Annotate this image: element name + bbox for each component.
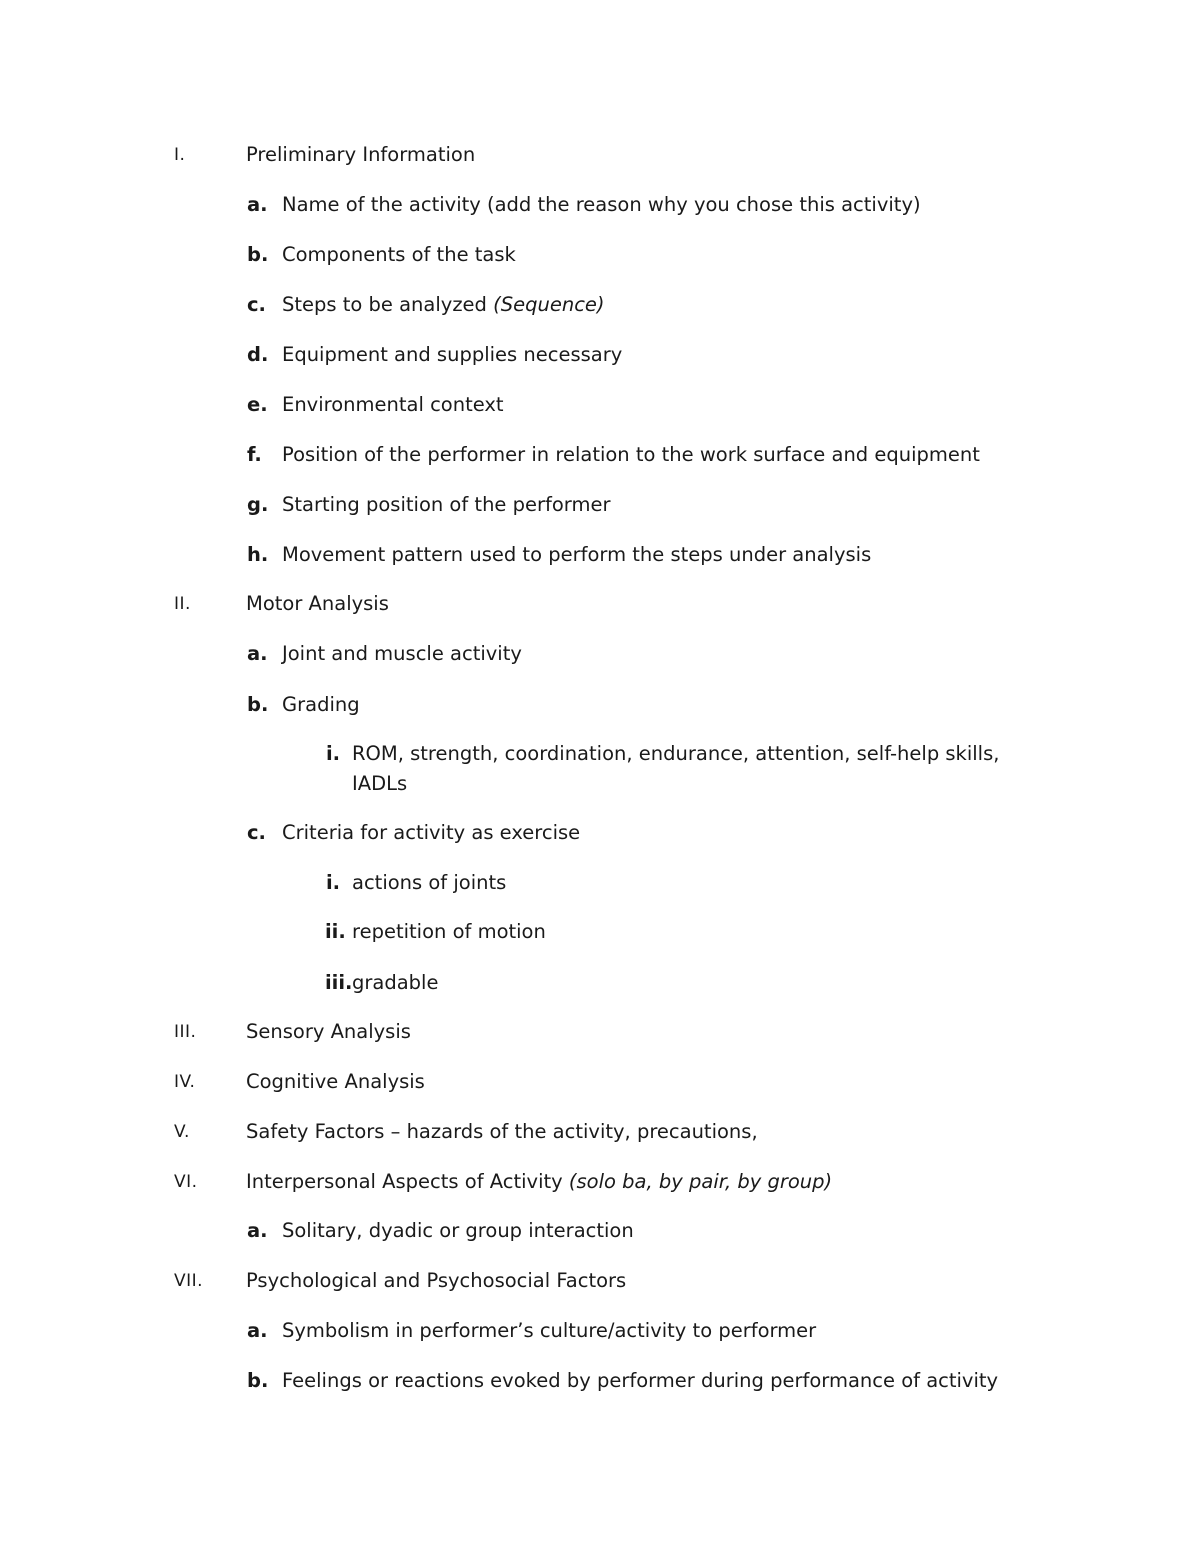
subitem-text: ROM, strength, coordination, endurance, attention, self-help skills, xyxy=(352,742,1000,765)
subitem-text: actions of joints xyxy=(352,871,507,894)
section-number: II. xyxy=(174,594,191,614)
item-text-emphasis: (Sequence) xyxy=(493,293,605,316)
item-marker: d. xyxy=(247,343,269,366)
section-title-emphasis: (solo ba, by pair, by group) xyxy=(568,1170,833,1193)
section-title: Motor Analysis xyxy=(246,592,389,615)
item-marker: a. xyxy=(247,1219,268,1242)
subitem-text: gradable xyxy=(352,971,439,994)
item-text: Criteria for activity as exercise xyxy=(282,821,581,844)
section-title xyxy=(246,1167,832,1197)
item-marker: b. xyxy=(247,693,269,716)
item-text: Solitary, dyadic or group interaction xyxy=(282,1219,634,1242)
item-text: Grading xyxy=(282,693,360,716)
section-number: VI. xyxy=(174,1172,198,1192)
item-text: Symbolism in performer’s culture/activity to performer xyxy=(282,1319,817,1342)
subitem-marker: ii. xyxy=(325,920,346,943)
section-title-main: Interpersonal Aspects of Activity xyxy=(246,1170,569,1193)
section-title: Preliminary Information xyxy=(246,143,476,166)
item-marker: a. xyxy=(247,193,268,216)
item-marker: c. xyxy=(247,821,266,844)
subitem-text-continued: IADLs xyxy=(352,772,408,795)
item-marker: g. xyxy=(247,493,269,516)
section-number: I. xyxy=(174,145,186,165)
item-text: Environmental context xyxy=(282,393,504,416)
item-text: Name of the activity (add the reason why you chose this activity) xyxy=(282,193,921,216)
subitem-text: repetition of motion xyxy=(352,920,546,943)
item-text-main: Steps to be analyzed xyxy=(282,293,494,316)
section-number: V. xyxy=(174,1122,190,1142)
item-text: Feelings or reactions evoked by performer during performance of activity xyxy=(282,1369,999,1392)
section-number: VII. xyxy=(174,1271,204,1291)
section-title: Cognitive Analysis xyxy=(246,1070,425,1093)
item-marker: b. xyxy=(247,1369,269,1392)
section-title: Psychological and Psychosocial Factors xyxy=(246,1269,627,1292)
item-text: Starting position of the performer xyxy=(282,493,611,516)
item-text xyxy=(282,290,605,320)
section-number: III. xyxy=(174,1022,197,1042)
item-text: Position of the performer in relation to the work surface and equipment xyxy=(282,443,980,466)
item-text: Joint and muscle activity xyxy=(282,642,522,665)
subitem-marker: iii. xyxy=(325,971,353,994)
item-text: Components of the task xyxy=(282,243,516,266)
item-marker: f. xyxy=(247,443,262,466)
item-text: Movement pattern used to perform the steps under analysis xyxy=(282,543,872,566)
item-marker: h. xyxy=(247,543,269,566)
section-title: Sensory Analysis xyxy=(246,1020,411,1043)
item-marker: e. xyxy=(247,393,268,416)
section-title: Safety Factors – hazards of the activity, precautions, xyxy=(246,1120,758,1143)
subitem-marker: i. xyxy=(326,742,341,765)
item-marker: c. xyxy=(247,293,266,316)
section-number: IV. xyxy=(174,1072,196,1092)
item-marker: b. xyxy=(247,243,269,266)
item-text: Equipment and supplies necessary xyxy=(282,343,623,366)
subitem-marker: i. xyxy=(326,871,341,894)
item-marker: a. xyxy=(247,1319,268,1342)
item-marker: a. xyxy=(247,642,268,665)
